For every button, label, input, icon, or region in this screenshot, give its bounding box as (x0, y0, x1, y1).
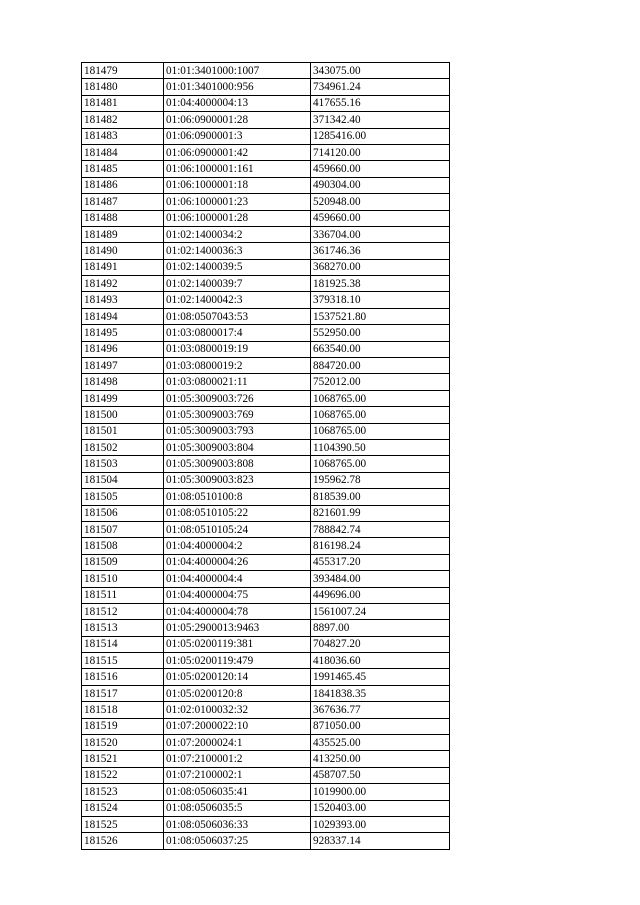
value-cell: 1561007.24 (311, 603, 450, 619)
row-number-cell: 181517 (82, 685, 164, 701)
table-row (82, 489, 450, 505)
row-number-cell: 181519 (82, 718, 164, 734)
value-cell: 1285416.00 (311, 128, 450, 144)
value-cell: 413250.00 (311, 751, 450, 767)
table-row (82, 423, 450, 439)
table-row (82, 63, 450, 79)
table-row (82, 636, 450, 652)
value-cell: 884720.00 (311, 358, 450, 374)
row-number-cell: 181513 (82, 620, 164, 636)
cadastral-number-cell: 01:01:3401000:956 (164, 79, 311, 95)
cadastral-number-cell: 01:05:3009003:808 (164, 456, 311, 472)
row-number-cell: 181507 (82, 521, 164, 537)
table-row (82, 161, 450, 177)
row-number-cell: 181511 (82, 587, 164, 603)
row-number-cell: 181502 (82, 439, 164, 455)
value-cell: 520948.00 (311, 194, 450, 210)
value-cell: 1068765.00 (311, 423, 450, 439)
cadastral-number-cell: 01:05:0200120:14 (164, 669, 311, 685)
cadastral-number-cell: 01:06:1000001:28 (164, 210, 311, 226)
value-cell: 871050.00 (311, 718, 450, 734)
row-number-cell: 181504 (82, 472, 164, 488)
cadastral-number-cell: 01:08:0510105:24 (164, 521, 311, 537)
table-row (82, 685, 450, 701)
table-row (82, 259, 450, 275)
cadastral-number-cell: 01:03:0800017:4 (164, 325, 311, 341)
row-number-cell: 181495 (82, 325, 164, 341)
table-row (82, 718, 450, 734)
value-cell: 1068765.00 (311, 390, 450, 406)
table-row (82, 226, 450, 242)
table-row (82, 800, 450, 816)
value-cell: 1841838.35 (311, 685, 450, 701)
row-number-cell: 181498 (82, 374, 164, 390)
cadastral-number-cell: 01:08:0506036:33 (164, 816, 311, 832)
table-row (82, 95, 450, 111)
row-number-cell: 181485 (82, 161, 164, 177)
value-cell: 361746.36 (311, 243, 450, 259)
table-row (82, 702, 450, 718)
row-number-cell: 181484 (82, 144, 164, 160)
value-cell: 8897.00 (311, 620, 450, 636)
value-cell: 1537521.80 (311, 308, 450, 324)
cadastral-number-cell: 01:07:2000022:10 (164, 718, 311, 734)
cadastral-number-cell: 01:02:1400042:3 (164, 292, 311, 308)
cadastral-number-cell: 01:05:3009003:804 (164, 439, 311, 455)
value-cell: 1019900.00 (311, 784, 450, 800)
row-number-cell: 181523 (82, 784, 164, 800)
row-number-cell: 181503 (82, 456, 164, 472)
cadastral-number-cell: 01:02:1400039:5 (164, 259, 311, 275)
cadastral-number-cell: 01:04:4000004:75 (164, 587, 311, 603)
value-cell: 371342.40 (311, 112, 450, 128)
value-cell: 1029393.00 (311, 816, 450, 832)
table-row (82, 177, 450, 193)
row-number-cell: 181479 (82, 63, 164, 79)
cadastral-number-cell: 01:06:0900001:42 (164, 144, 311, 160)
table-row (82, 79, 450, 95)
row-number-cell: 181481 (82, 95, 164, 111)
value-cell: 752012.00 (311, 374, 450, 390)
table-row (82, 243, 450, 259)
row-number-cell: 181483 (82, 128, 164, 144)
table-row (82, 735, 450, 751)
row-number-cell: 181512 (82, 603, 164, 619)
value-cell: 816198.24 (311, 538, 450, 554)
cadastral-number-cell: 01:07:2100001:2 (164, 751, 311, 767)
table-row (82, 194, 450, 210)
value-cell: 704827.20 (311, 636, 450, 652)
table-row (82, 456, 450, 472)
cadastral-number-cell: 01:04:4000004:4 (164, 571, 311, 587)
cadastral-number-cell: 01:01:3401000:1007 (164, 63, 311, 79)
value-cell: 490304.00 (311, 177, 450, 193)
cadastral-number-cell: 01:05:3009003:823 (164, 472, 311, 488)
cadastral-number-cell: 01:04:4000004:13 (164, 95, 311, 111)
value-cell: 1991465.45 (311, 669, 450, 685)
cadastral-number-cell: 01:04:4000004:78 (164, 603, 311, 619)
cadastral-number-cell: 01:06:0900001:28 (164, 112, 311, 128)
cadastral-number-cell: 01:08:0510100:8 (164, 489, 311, 505)
value-cell: 459660.00 (311, 161, 450, 177)
row-number-cell: 181496 (82, 341, 164, 357)
table-row (82, 112, 450, 128)
cadastral-number-cell: 01:06:1000001:18 (164, 177, 311, 193)
value-cell: 734961.24 (311, 79, 450, 95)
row-number-cell: 181520 (82, 735, 164, 751)
cadastral-number-cell: 01:05:3009003:793 (164, 423, 311, 439)
cadastral-number-cell: 01:08:0506035:5 (164, 800, 311, 816)
row-number-cell: 181509 (82, 554, 164, 570)
cadastral-number-cell: 01:03:0800019:19 (164, 341, 311, 357)
row-number-cell: 181522 (82, 767, 164, 783)
cadastral-number-cell: 01:06:1000001:161 (164, 161, 311, 177)
table-row (82, 784, 450, 800)
cadastral-number-cell: 01:03:0800019:2 (164, 358, 311, 374)
row-number-cell: 181497 (82, 358, 164, 374)
row-number-cell: 181514 (82, 636, 164, 652)
table-row (82, 128, 450, 144)
cadastral-number-cell: 01:05:0200119:381 (164, 636, 311, 652)
cadastral-number-cell: 01:06:0900001:3 (164, 128, 311, 144)
table-row (82, 653, 450, 669)
table-row (82, 407, 450, 423)
value-cell: 821601.99 (311, 505, 450, 521)
cadastral-number-cell: 01:03:0800021:11 (164, 374, 311, 390)
row-number-cell: 181493 (82, 292, 164, 308)
table-row (82, 767, 450, 783)
row-number-cell: 181492 (82, 276, 164, 292)
cadastral-number-cell: 01:08:0506035:41 (164, 784, 311, 800)
table-row (82, 472, 450, 488)
row-number-cell: 181499 (82, 390, 164, 406)
row-number-cell: 181491 (82, 259, 164, 275)
table-row (82, 341, 450, 357)
table-row (82, 816, 450, 832)
row-number-cell: 181516 (82, 669, 164, 685)
cadastral-number-cell: 01:04:4000004:26 (164, 554, 311, 570)
row-number-cell: 181526 (82, 833, 164, 849)
value-cell: 552950.00 (311, 325, 450, 341)
value-cell: 663540.00 (311, 341, 450, 357)
row-number-cell: 181506 (82, 505, 164, 521)
value-cell: 788842.74 (311, 521, 450, 537)
table-row (82, 358, 450, 374)
value-cell: 818539.00 (311, 489, 450, 505)
cadastral-number-cell: 01:08:0507043:53 (164, 308, 311, 324)
table-row (82, 390, 450, 406)
cadastral-number-cell: 01:07:2000024:1 (164, 735, 311, 751)
value-cell: 343075.00 (311, 63, 450, 79)
table-row (82, 538, 450, 554)
table-row (82, 571, 450, 587)
table-row (82, 292, 450, 308)
table-row (82, 325, 450, 341)
cadastral-number-cell: 01:02:0100032:32 (164, 702, 311, 718)
value-cell: 1068765.00 (311, 456, 450, 472)
row-number-cell: 181500 (82, 407, 164, 423)
cadastral-number-cell: 01:05:2900013:9463 (164, 620, 311, 636)
table-row (82, 587, 450, 603)
table-row (82, 210, 450, 226)
table-row (82, 751, 450, 767)
cadastral-number-cell: 01:08:0506037:25 (164, 833, 311, 849)
value-cell: 336704.00 (311, 226, 450, 242)
table-row (82, 669, 450, 685)
cadastral-number-cell: 01:06:1000001:23 (164, 194, 311, 210)
table-row (82, 308, 450, 324)
table-body (82, 63, 450, 850)
cadastral-number-cell: 01:08:0510105:22 (164, 505, 311, 521)
table-row (82, 833, 450, 849)
value-cell: 367636.77 (311, 702, 450, 718)
value-cell: 418036.60 (311, 653, 450, 669)
table-row (82, 620, 450, 636)
value-cell: 928337.14 (311, 833, 450, 849)
row-number-cell: 181525 (82, 816, 164, 832)
row-number-cell: 181486 (82, 177, 164, 193)
row-number-cell: 181490 (82, 243, 164, 259)
table-row (82, 144, 450, 160)
cadastral-number-cell: 01:07:2100002:1 (164, 767, 311, 783)
value-cell: 714120.00 (311, 144, 450, 160)
table-row (82, 276, 450, 292)
cadastral-number-cell: 01:02:1400039:7 (164, 276, 311, 292)
row-number-cell: 181488 (82, 210, 164, 226)
row-number-cell: 181515 (82, 653, 164, 669)
row-number-cell: 181510 (82, 571, 164, 587)
row-number-cell: 181482 (82, 112, 164, 128)
row-number-cell: 181494 (82, 308, 164, 324)
data-table (81, 62, 450, 850)
cadastral-number-cell: 01:04:4000004:2 (164, 538, 311, 554)
cadastral-number-cell: 01:05:3009003:726 (164, 390, 311, 406)
table-row (82, 374, 450, 390)
row-number-cell: 181505 (82, 489, 164, 505)
row-number-cell: 181487 (82, 194, 164, 210)
cadastral-number-cell: 01:02:1400036:3 (164, 243, 311, 259)
value-cell: 1068765.00 (311, 407, 450, 423)
value-cell: 379318.10 (311, 292, 450, 308)
value-cell: 1104390.50 (311, 439, 450, 455)
cadastral-number-cell: 01:02:1400034:2 (164, 226, 311, 242)
row-number-cell: 181508 (82, 538, 164, 554)
value-cell: 393484.00 (311, 571, 450, 587)
cadastral-number-cell: 01:05:0200119:479 (164, 653, 311, 669)
row-number-cell: 181521 (82, 751, 164, 767)
value-cell: 1520403.00 (311, 800, 450, 816)
value-cell: 417655.16 (311, 95, 450, 111)
value-cell: 455317.20 (311, 554, 450, 570)
row-number-cell: 181489 (82, 226, 164, 242)
table-row (82, 521, 450, 537)
value-cell: 181925.38 (311, 276, 450, 292)
table-row (82, 439, 450, 455)
cadastral-number-cell: 01:05:0200120:8 (164, 685, 311, 701)
cadastral-number-cell: 01:05:3009003:769 (164, 407, 311, 423)
value-cell: 435525.00 (311, 735, 450, 751)
table-row (82, 603, 450, 619)
value-cell: 449696.00 (311, 587, 450, 603)
row-number-cell: 181480 (82, 79, 164, 95)
value-cell: 368270.00 (311, 259, 450, 275)
row-number-cell: 181518 (82, 702, 164, 718)
table-row (82, 554, 450, 570)
value-cell: 458707.50 (311, 767, 450, 783)
value-cell: 459660.00 (311, 210, 450, 226)
row-number-cell: 181524 (82, 800, 164, 816)
value-cell: 195962.78 (311, 472, 450, 488)
row-number-cell: 181501 (82, 423, 164, 439)
table-row (82, 505, 450, 521)
